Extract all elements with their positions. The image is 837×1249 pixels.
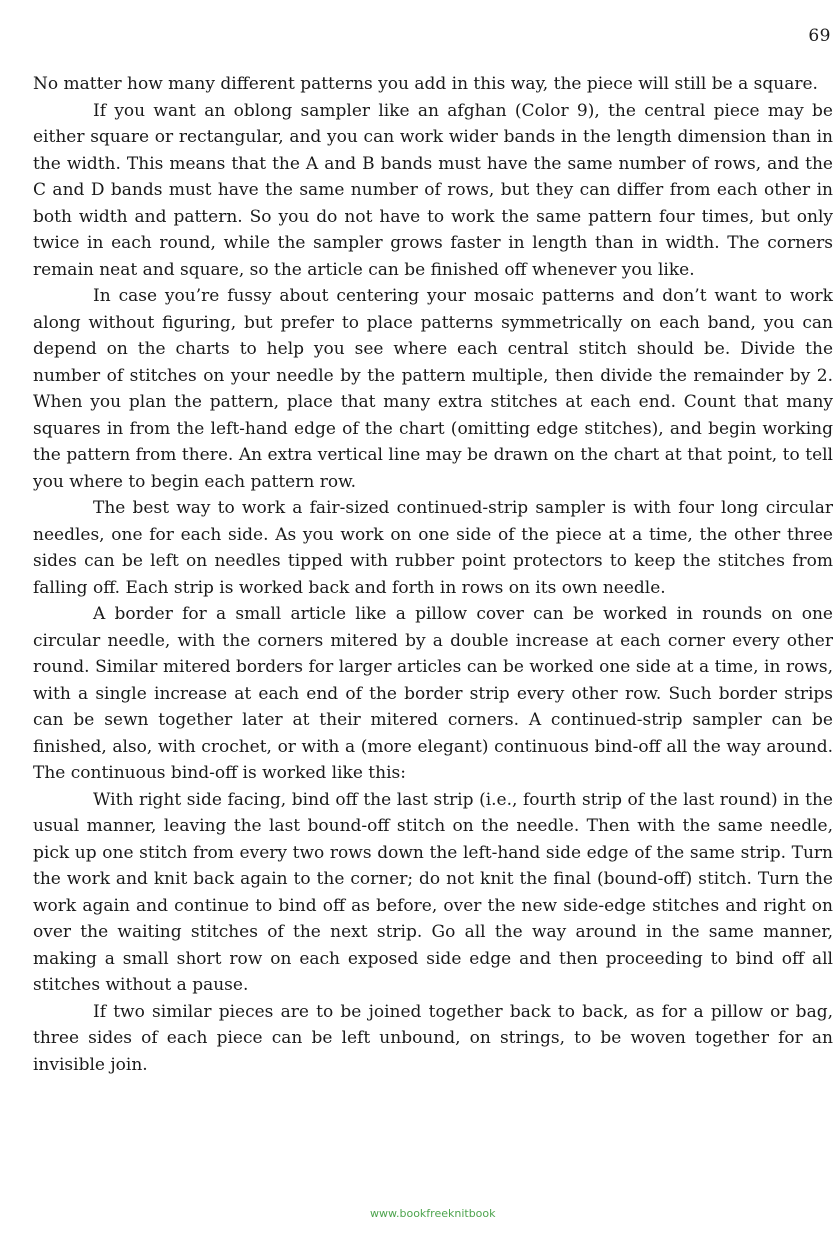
paragraph-2: If you want an oblong sampler like an afghan (Color 9), the central piece may be either square or rectangular, and you can work wider bands in the length dimension than in the width. This means that the A and B bands must have the same number of rows, and the C and D bands must have the same number of rows, but they can differ from each other in both width and pattern. So you do not have to work the same pattern four times, but only twice in each round, while the sampler grows faster in length than in width. The corners remain neat and square, so the article can be finished off whenever you like.: [33, 100, 833, 280]
paragraph-6: With right side facing, bind off the last strip (i.e., fourth strip of the last round) in the usual manner, leaving the last bound-off stitch on the needle. Then with the same needle, pick up one stitch from every two rows down the left-hand side edge of the same strip. Turn the work and knit back again to the corner; do not knit the final (bound-off) stitch. Turn the work again and continue to bind off as before, over the new side-edge stitches and right on over the waiting stitches of the next strip. Go all the way around in the same manner, making a small short row on each exposed side edge and then proceeding to bind off all stitches without a pause.: [33, 789, 833, 995]
page-number: 69: [808, 26, 831, 46]
paragraph-1: No matter how many different patterns you add in this way, the piece will still be a square.: [33, 74, 818, 94]
paragraph-5: A border for a small article like a pillow cover can be worked in rounds on one circular needle, with the corners mitered by a double increase at each corner every other round. Similar mitered borders for larger articles can be worked one side at a time, in rows, with a single increase at each end of the border strip every other row. Such border strips can be sewn together later at their mitered corners. A continued-strip sampler can be finished, also, with crochet, or with a (more elegant) continuous bind-off all the way around. The continuous bind-off is worked like this:: [33, 604, 833, 783]
watermark-text: www.bookfreeknitbook: [370, 1207, 496, 1220]
body-text: [33, 71, 833, 1078]
paragraph-4: The best way to work a fair-sized continued-strip sampler is with four long circular needles, one for each side. As you work on one side of the piece at a time, the other three sides can be left on needles tipped with rubber point protectors to keep the stitches from falling off. Each strip is worked back and forth in rows on its own needle.: [33, 498, 833, 598]
paragraph-7: If two similar pieces are to be joined together back to back, as for a pillow or bag, three sides of each piece can be left unbound, on strings, to be woven together for an invisible join.: [33, 1001, 833, 1075]
paragraph-3: In case you’re fussy about centering your mosaic patterns and don’t want to work along without figuring, but prefer to place patterns symmetrically on each band, you can depend on the charts to help you see where each central stitch should be. Divide the number of stitches on your needle by the pattern multiple, then divide the remainder by 2. When you plan the pattern, place that many extra stitches at each end. Count that many squares in from the left-hand edge of the chart (omitting edge stitches), and begin working the pattern from there. An extra vertical line may be drawn on the chart at that point, to tell you where to begin each pattern row.: [33, 286, 833, 492]
